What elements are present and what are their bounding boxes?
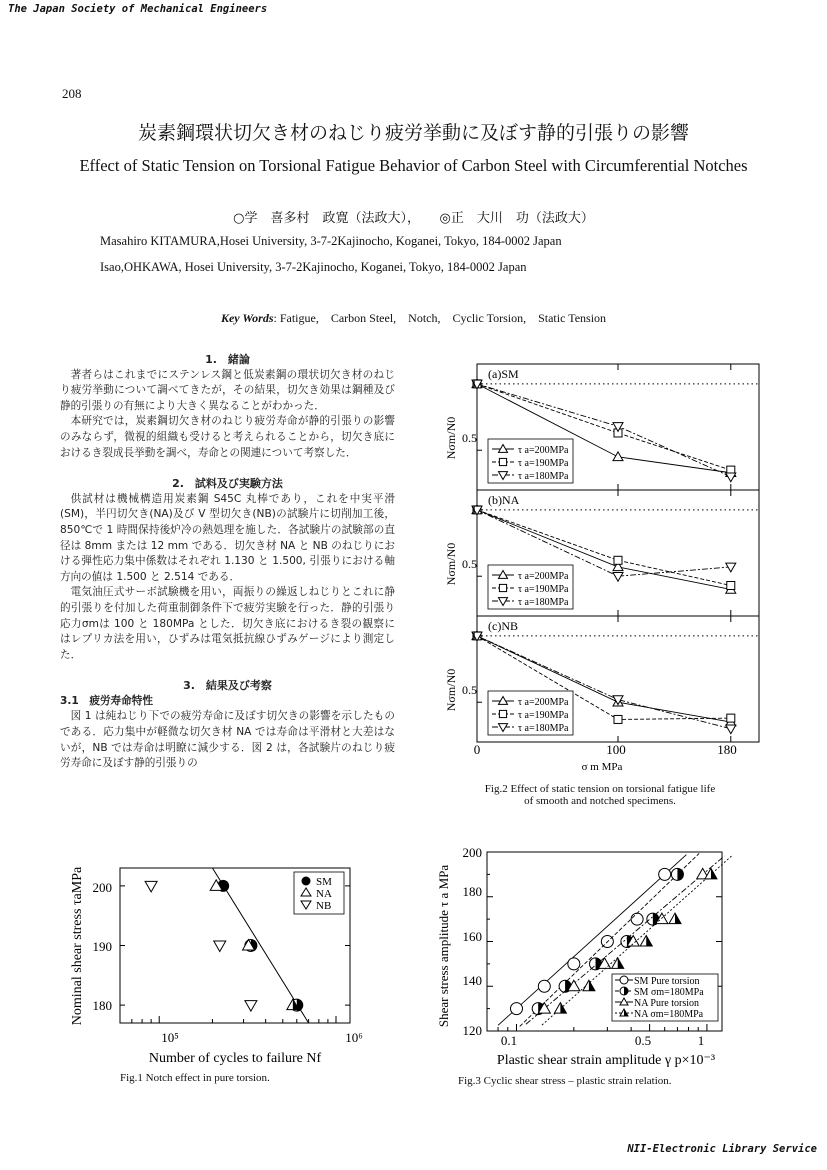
fig1-ytick-180: 180 — [92, 998, 112, 1013]
body-text — [60, 352, 395, 772]
fig3-point-0-4 — [631, 913, 643, 925]
fig2-xtick-100: 100 — [606, 742, 626, 757]
keywords — [0, 309, 827, 326]
section-3-1-heading: 3.1 疲労寿命特性 — [60, 694, 153, 707]
fig3-point-3-1 — [583, 980, 595, 991]
fig2-legend-text-2-1: τ a=190MPa — [518, 710, 569, 721]
fig2-caption — [430, 783, 770, 807]
fig3-point-0-5 — [659, 868, 671, 880]
fig2-caption-line-2: of smooth and notched specimens. — [524, 795, 676, 807]
affiliation-2: Isao,OHKAWA, Hosei University, 3-7-2Kajinocho, Koganei, Tokyo, 184-0002 Japan — [100, 260, 527, 274]
fig2b-y-axis-label: Nσm/N0 — [444, 542, 458, 586]
fig1-point-nb-0 — [145, 881, 157, 892]
fig2c-ytick-05: 0.5 — [462, 683, 477, 697]
fig2-legend-marker-2-1 — [499, 710, 506, 717]
fig2-panel-a-label: (a)SM — [488, 367, 519, 381]
fig3-ytick-180: 180 — [462, 884, 482, 899]
section-1-heading: 1. 緒論 — [205, 353, 250, 366]
fig2-panel-c-label: (c)NB — [488, 619, 518, 633]
section-1-paragraph-1: 著者らはこれまでにステンレス鋼と低炭素鋼の環状切欠き材のねじり疲労挙動について調べてきたが，その結果，切欠き効果は鋼種及び静的引張りの有無により大きく異なることがわかった． — [60, 368, 395, 412]
fig3-legend-marker-0 — [620, 976, 628, 984]
fig2-panel-b-label: (b)NA — [488, 493, 520, 507]
fig3-ytick-200: 200 — [462, 845, 482, 860]
fig2-point-0-2-2 — [726, 473, 736, 482]
fig2-point-1-2-1 — [613, 572, 623, 581]
fig2a-y-axis-label: Nσm/N0 — [444, 416, 458, 460]
fig1-point-nb-1 — [214, 941, 226, 952]
fig2-point-2-2-2 — [726, 725, 736, 734]
section-3-heading: 3. 結果及び考察 — [183, 679, 272, 693]
fig3-point-3-2 — [612, 958, 624, 969]
journal-header: The Japan Society of Mechanical Engineers — [8, 3, 268, 15]
fig1-legend-nb: NB — [316, 900, 332, 912]
fig2-legend-text-1-1: τ a=190MPa — [518, 584, 569, 595]
section-2-paragraph-1: 供試材は機械構造用炭素鋼 S45C 丸棒であり，これを中実平滑(SM)，半円切欠き(NA)及び V 型切欠き(NB)の試験片に切削加工後，850℃で 1 時間保持後炉冷の熱処理を施した．各試験片の試験部の直径は 8mm または 12 mm である．切欠き材 NA と NB のねじりにおける弾性応力集中係数はそれぞれ 1.130 と 1.500, 引張りにおける軸方向の値は 1.500 と 2.514 である． — [60, 492, 395, 583]
fig3-legend-sm-pure: SM Pure torsion — [634, 976, 700, 987]
authors: ○学 喜多村 政寛（法政大）， ◎正 大川 功（法政大） — [233, 211, 594, 226]
fig3-xtick-05: 0.5 — [634, 1033, 652, 1048]
fig2-xtick-180: 180 — [717, 742, 737, 757]
fig2-point-2-1-2 — [727, 714, 735, 722]
figure-3 — [434, 842, 734, 1074]
fig2-caption-line-1: Fig.2 Effect of static tension on torsional fatigue life — [484, 783, 716, 795]
affiliation-1: Masahiro KITAMURA,Hosei University, 3-7-2Kajinocho, Koganei, Tokyo, 184-0002 Japan — [100, 234, 562, 248]
fig1-xtick-1e6: 10⁶ — [345, 1030, 363, 1045]
fig3-point-3-5 — [705, 868, 717, 879]
fig1-xtick-1e5: 10⁵ — [161, 1030, 179, 1045]
fig2c-y-axis-label: Nσm/N0 — [444, 668, 458, 712]
figure-1 — [62, 858, 372, 1078]
fig3-point-3-3 — [640, 936, 652, 947]
fig3-ytick-120: 120 — [462, 1023, 482, 1038]
fig3-point-0-2 — [568, 958, 580, 970]
fig1-caption: Fig.1 Notch effect in pure torsion. — [120, 1072, 270, 1084]
fig2b-ytick-1: 1 — [471, 503, 477, 517]
fig3-legend-sm-tension: SM σm=180MPa — [634, 987, 704, 998]
keywords-label: Key Words — [220, 311, 274, 325]
fig2-legend-marker-1-1 — [499, 584, 506, 591]
fig2-legend-text-0-1: τ a=190MPa — [518, 458, 569, 469]
title-japanese: 炭素鋼環状切欠き材のねじり疲労挙動に及ぼす静的引張りの影響 — [137, 122, 689, 144]
fig3-legend-na-tension: NA σm=180MPa — [634, 1009, 704, 1020]
fig3-y-axis-label: Shear stress amplitude τ a MPa — [436, 864, 451, 1028]
section-2-heading: 2. 試料及び実験方法 — [172, 477, 283, 491]
fig2-legend-text-0-2: τ a=180MPa — [518, 471, 569, 482]
fig2-legend-text-2-2: τ a=180MPa — [518, 723, 569, 734]
fig1-x-axis-label: Number of cycles to failure Nf — [148, 1051, 322, 1066]
fig2-legend-text-1-0: τ a=200MPa — [518, 571, 569, 582]
fig1-legend-sm-marker — [302, 877, 311, 886]
fig2-point-1-1-1 — [614, 556, 622, 564]
fig3-xtick-1: 1 — [697, 1033, 705, 1048]
fig2-legend-text-0-0: τ a=200MPa — [518, 445, 569, 456]
fig3-point-3-0 — [554, 1003, 566, 1014]
keywords-list: : Fatigue, Carbon Steel, Notch, Cyclic Torsion, Static Tension — [273, 311, 607, 325]
fig3-caption: Fig.3 Cyclic shear stress – plastic strain relation. — [458, 1075, 672, 1087]
fig2-point-2-1-1 — [614, 715, 622, 723]
fig2c-ytick-1: 1 — [471, 629, 477, 643]
fig2-xtick-0: 0 — [473, 742, 481, 757]
fig1-ytick-200: 200 — [92, 880, 112, 895]
fig3-x-axis-label: Plastic shear strain amplitude γ p×10⁻³ — [496, 1053, 716, 1068]
fig2a-ytick-1: 1 — [471, 377, 477, 391]
fig3-legend-marker-1 — [620, 987, 628, 995]
figure-2 — [430, 358, 770, 778]
fig1-point-nb-2 — [245, 1001, 257, 1012]
library-footer: NII-Electronic Library Service — [627, 1143, 817, 1155]
fig2-point-1-1-2 — [727, 581, 735, 589]
fig3-point-0-1 — [538, 980, 550, 992]
section-3-paragraph-1: 図 1 は純ねじり下での疲労寿命に及ぼす切欠きの影響を示したものである．応力集中が軽微な切欠き材 NA では寿命は平滑材と大差はないが，NB では寿命は明瞭に減少する．図 2 は，各試験片のねじり疲労寿命に及ぼす静的引張りの — [60, 710, 395, 770]
page-number: 208 — [62, 86, 82, 101]
fig2b-ytick-05: 0.5 — [462, 557, 477, 571]
fig3-ytick-160: 160 — [462, 929, 482, 944]
fig2a-ytick-05: 0.5 — [462, 431, 477, 445]
section-1-paragraph-2: 本研究では，炭素鋼切欠き材のねじり疲労寿命が静的引張りの影響のみならず，微視的組織も受けると考えられることから，切欠き底におけるき裂成長挙動を調べ，寿命との関連について考察した． — [60, 415, 395, 459]
fig3-point-3-4 — [669, 913, 681, 924]
fig3-point-0-0 — [510, 1003, 522, 1015]
fig1-legend-na: NA — [316, 888, 332, 900]
fig2-legend-text-2-0: τ a=200MPa — [518, 697, 569, 708]
fig1-y-axis-label: Nominal shear stress τaMPa — [70, 866, 85, 1026]
fig2-legend-marker-0-1 — [499, 458, 506, 465]
title-english: Effect of Static Tension on Torsional Fatigue Behavior of Carbon Steel with Circumferential Notches — [79, 156, 748, 175]
fig1-ytick-190: 190 — [92, 939, 112, 954]
fig2-point-0-0-1 — [613, 452, 623, 461]
fig2-legend-text-1-2: τ a=180MPa — [518, 597, 569, 608]
fig1-legend-sm: SM — [316, 876, 332, 888]
fig3-point-1-5-fill — [677, 868, 683, 880]
fig3-xtick-01: 0.1 — [500, 1033, 518, 1048]
fig2-x-axis-label: σ m MPa — [581, 761, 623, 773]
fig3-legend-na-pure: NA Pure torsion — [634, 998, 699, 1009]
fig3-ytick-140: 140 — [462, 973, 482, 988]
fig3-point-1-5 — [671, 868, 683, 880]
section-2-paragraph-2: 電気油圧式サーボ試験機を用い，両振りの繰返しねじりとこれに静的引張りを付加した荷重制御条件下で疲労実験を行った．静的引張り応力σmは 100 と 180MPa とした．切欠き底におけるき裂の観察にはレプリカ法を用い，ひずみは電気抵抗線ひずみゲージにより測定した． — [60, 586, 395, 661]
